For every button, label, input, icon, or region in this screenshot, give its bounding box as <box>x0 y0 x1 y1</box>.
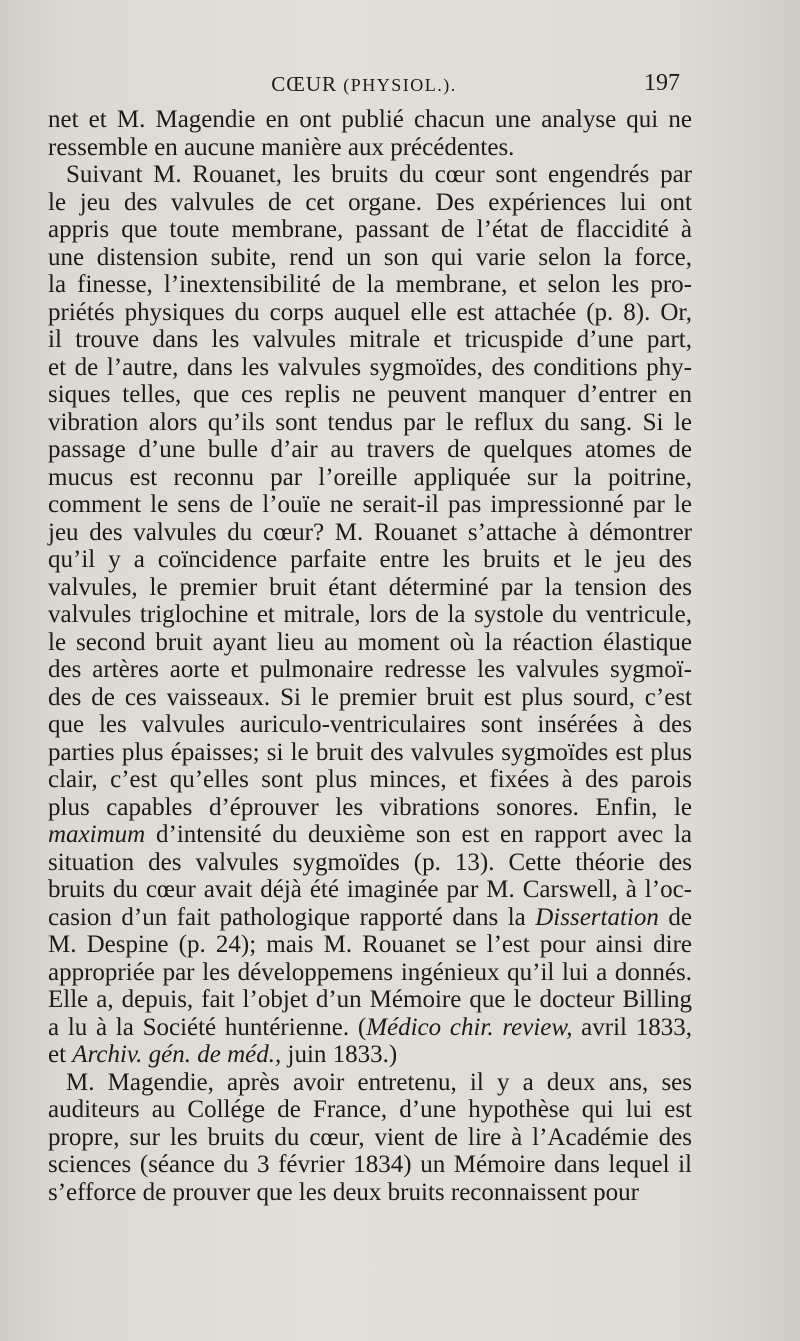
text-line: siques telles, que ces replis ne peuvent manquer d’entrer en <box>48 381 692 408</box>
italic-phrase: Médico chir. review, <box>366 1013 573 1041</box>
text-line: M. Magendie, après avoir entretenu, il y a deux ans, ses <box>66 1068 692 1096</box>
italic-phrase: Dissertation <box>535 903 659 931</box>
text-line: appropriée par les développemens ingénieux qu’il lui a donnés. <box>48 958 692 986</box>
text-line: a lu à la Société huntérienne. (Médico chir. review, avril 1833, <box>48 1013 692 1041</box>
text-line: ressemble en aucune manière aux précédentes. <box>48 133 515 161</box>
italic-phrase: Archiv. gén. de méd., <box>72 1041 282 1068</box>
italic-phrase: maximum <box>48 821 146 848</box>
text-line: il trouve dans les valvules mitrale et tricuspide d’une part, <box>48 326 692 353</box>
body-text <box>48 106 692 1206</box>
text-line: net et M. Magendie en ont publié chacun une analyse qui ne <box>48 106 692 133</box>
text-line: la finesse, l’inextensibilité de la membrane, et selon les pro- <box>48 271 692 298</box>
text-line: plus capables d’éprouver les vibrations sonores. Enfin, le <box>48 793 692 821</box>
text-line: des de ces vaisseaux. Si le premier bruit est plus sourd, c’est <box>48 683 692 711</box>
text-line: bruits du cœur avait déjà été imaginée par M. Carswell, à l’oc- <box>48 876 692 903</box>
text-line: et Archiv. gén. de méd., juin 1833.) <box>48 1041 398 1068</box>
text-line: mucus est reconnu par l’oreille appliquée sur la poitrine, <box>48 463 692 491</box>
text-line: jeu des valvules du cœur? M. Rouanet s’attache à démontrer <box>48 518 692 546</box>
text-line: maximum d’intensité du deuxième son est en rapport avec la <box>48 821 692 848</box>
text-line: Elle a, depuis, fait l’objet d’un Mémoire que le docteur Billing <box>48 986 692 1013</box>
text-line: comment le sens de l’ouïe ne serait-il pas impressionné par le <box>48 491 692 518</box>
header-subtitle: (PHYSIOL.). <box>343 75 457 95</box>
page-header <box>48 70 680 104</box>
text-line: passage d’une bulle d’air au travers de quelques atomes de <box>48 436 692 463</box>
text-line: situation des valvules sygmoïdes (p. 13). Cette théorie des <box>48 848 692 876</box>
text-line: valvules triglochine et mitrale, lors de la systole du ventricule, <box>48 601 692 628</box>
text-line: le second bruit ayant lieu au moment où la réaction élastique <box>48 628 692 656</box>
page-number: 197 <box>644 70 680 96</box>
text-line: propre, sur les bruits du cœur, vient de lire à l’Académie des <box>48 1123 692 1151</box>
text-line: et de l’autre, dans les valvules sygmoïdes, des conditions phy- <box>48 353 692 381</box>
text-line: parties plus épaisses; si le bruit des valvules sygmoïdes est plus <box>48 738 692 766</box>
text-line: que les valvules auriculo-ventriculaires sont insérées à des <box>48 711 692 738</box>
text-line: casion d’un fait pathologique rapporté dans la Dissertation de <box>48 903 692 931</box>
header-title: CŒUR <box>271 72 338 96</box>
text-line: Suivant M. Rouanet, les bruits du cœur sont engendrés par <box>66 161 692 188</box>
text-line: qu’il y a coïncidence parfaite entre les bruits et le jeu des <box>48 546 692 573</box>
text-line: sciences (séance du 3 février 1834) un Mémoire dans lequel il <box>48 1151 692 1178</box>
text-line: une distension subite, rend un son qui varie selon la force, <box>48 243 692 271</box>
text-line: vibration alors qu’ils sont tendus par le reflux du sang. Si le <box>48 408 692 436</box>
text-line: auditeurs au Collége de France, d’une hypothèse qui lui est <box>48 1096 692 1123</box>
text-line: s’efforce de prouver que les deux bruits reconnaissent pour <box>48 1178 640 1206</box>
text-line: M. Despine (p. 24); mais M. Rouanet se l’est pour ainsi dire <box>48 931 692 958</box>
text-line: appris que toute membrane, passant de l’état de flaccidité à <box>48 216 692 243</box>
running-head <box>48 72 680 97</box>
text-line: priétés physiques du corps auquel elle est attachée (p. 8). Or, <box>48 298 692 326</box>
text-line: valvules, le premier bruit étant déterminé par la tension des <box>48 573 692 601</box>
text-line: le jeu des valvules de cet organe. Des expériences lui ont <box>48 188 692 216</box>
text-line: des artères aorte et pulmonaire redresse les valvules sygmoï- <box>48 656 692 683</box>
text-line: clair, c’est qu’elles sont plus minces, et fixées à des parois <box>48 766 692 793</box>
